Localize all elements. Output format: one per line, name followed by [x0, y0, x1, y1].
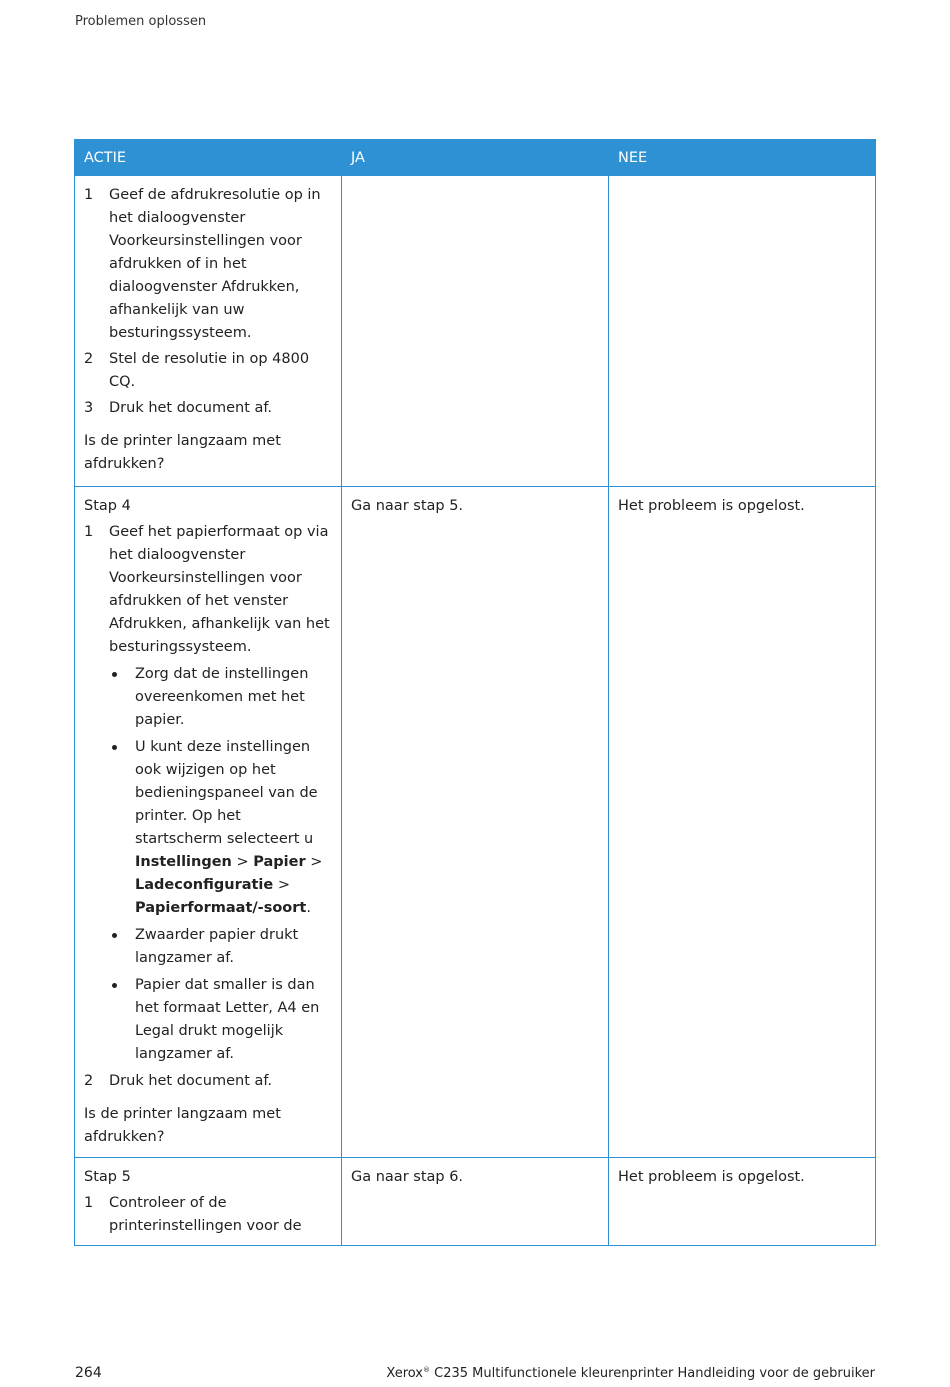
table-row [75, 176, 876, 487]
step-text: Controleer of de printerinstellingen voor de [109, 1195, 302, 1234]
no-cell: Het probleem is opgelost. [609, 487, 876, 1158]
step-item [84, 397, 332, 420]
step-item [84, 184, 332, 345]
column-header-action: ACTIE [75, 140, 342, 176]
step-number: 3 [84, 400, 94, 416]
table-row [75, 1158, 876, 1246]
step-list [84, 521, 332, 1093]
bullet-item: Papier dat smaller is dan het formaat Letter, A4 en Legal drukt mogelijk langzamer af. [109, 974, 332, 1066]
footer-title [386, 1366, 875, 1381]
no-cell: Het probleem is opgelost. [609, 1158, 876, 1246]
running-header: Problemen oplossen [75, 14, 207, 29]
step-title: Stap 5 [84, 1169, 131, 1185]
step-list [84, 184, 332, 420]
bullet-item: Zorg dat de instellingen overeenkomen met het papier. [109, 663, 332, 732]
bullet-end: . [306, 900, 311, 916]
trademark-symbol: ® [423, 1366, 431, 1374]
step-list [84, 1192, 332, 1238]
step-item [84, 1192, 332, 1238]
bullet-list [109, 663, 332, 1066]
step-number: 1 [84, 187, 94, 203]
troubleshooting-table [74, 139, 876, 1246]
step-item [84, 1070, 332, 1093]
yes-cell: Ga naar stap 5. [342, 487, 609, 1158]
column-header-no: NEE [609, 140, 876, 176]
menu-path-paper-size-type: Papierformaat/-soort [135, 900, 307, 916]
step-item [84, 521, 332, 1066]
step-number: 1 [84, 524, 94, 540]
yes-cell [342, 176, 609, 487]
action-cell [75, 487, 342, 1158]
action-cell [75, 176, 342, 487]
step-text: Stel de resolutie in op 4800 CQ. [109, 351, 310, 390]
footer-product-title: C235 Multifunctionele kleurenprinter Handleiding voor de gebruiker [430, 1366, 875, 1381]
path-separator: > [305, 854, 323, 870]
menu-path-paper: Papier [253, 854, 306, 870]
path-separator: > [273, 877, 291, 893]
step-number: 1 [84, 1195, 94, 1211]
step-text: Geef het papierformaat op via het dialoogvenster Voorkeursinstellingen voor afdrukken of het venster Afdrukken, afhankelijk van het besturingssysteem. [109, 524, 330, 655]
step-number: 2 [84, 351, 94, 367]
action-cell [75, 1158, 342, 1246]
step-title: Stap 4 [84, 498, 131, 514]
table-header-row [75, 140, 876, 176]
question-text: Is de printer langzaam met afdrukken? [84, 433, 281, 472]
page-number: 264 [75, 1365, 102, 1381]
step-number: 2 [84, 1073, 94, 1089]
question-text: Is de printer langzaam met afdrukken? [84, 1106, 281, 1145]
step-text: Druk het document af. [109, 400, 273, 416]
step-text: Geef de afdrukresolutie op in het dialoogvenster Voorkeursinstellingen voor afdrukken of in het dialoogvenster Afdrukken, afhankelijk van uw besturingssysteem. [109, 187, 321, 341]
step-text: Druk het document af. [109, 1073, 273, 1089]
menu-path-tray-config: Ladeconfiguratie [135, 877, 274, 893]
bullet-item: Zwaarder papier drukt langzamer af. [109, 924, 332, 970]
bullet-item [109, 736, 332, 920]
menu-path-settings: Instellingen [135, 854, 232, 870]
step-item [84, 348, 332, 394]
no-cell [609, 176, 876, 487]
yes-cell: Ga naar stap 6. [342, 1158, 609, 1246]
bullet-text: U kunt deze instellingen ook wijzigen op het bedieningspaneel van de printer. Op het startscherm selecteert u [135, 739, 318, 847]
footer-brand: Xerox [386, 1366, 424, 1381]
column-header-yes: JA [342, 140, 609, 176]
path-separator: > [231, 854, 254, 870]
table-row [75, 487, 876, 1158]
